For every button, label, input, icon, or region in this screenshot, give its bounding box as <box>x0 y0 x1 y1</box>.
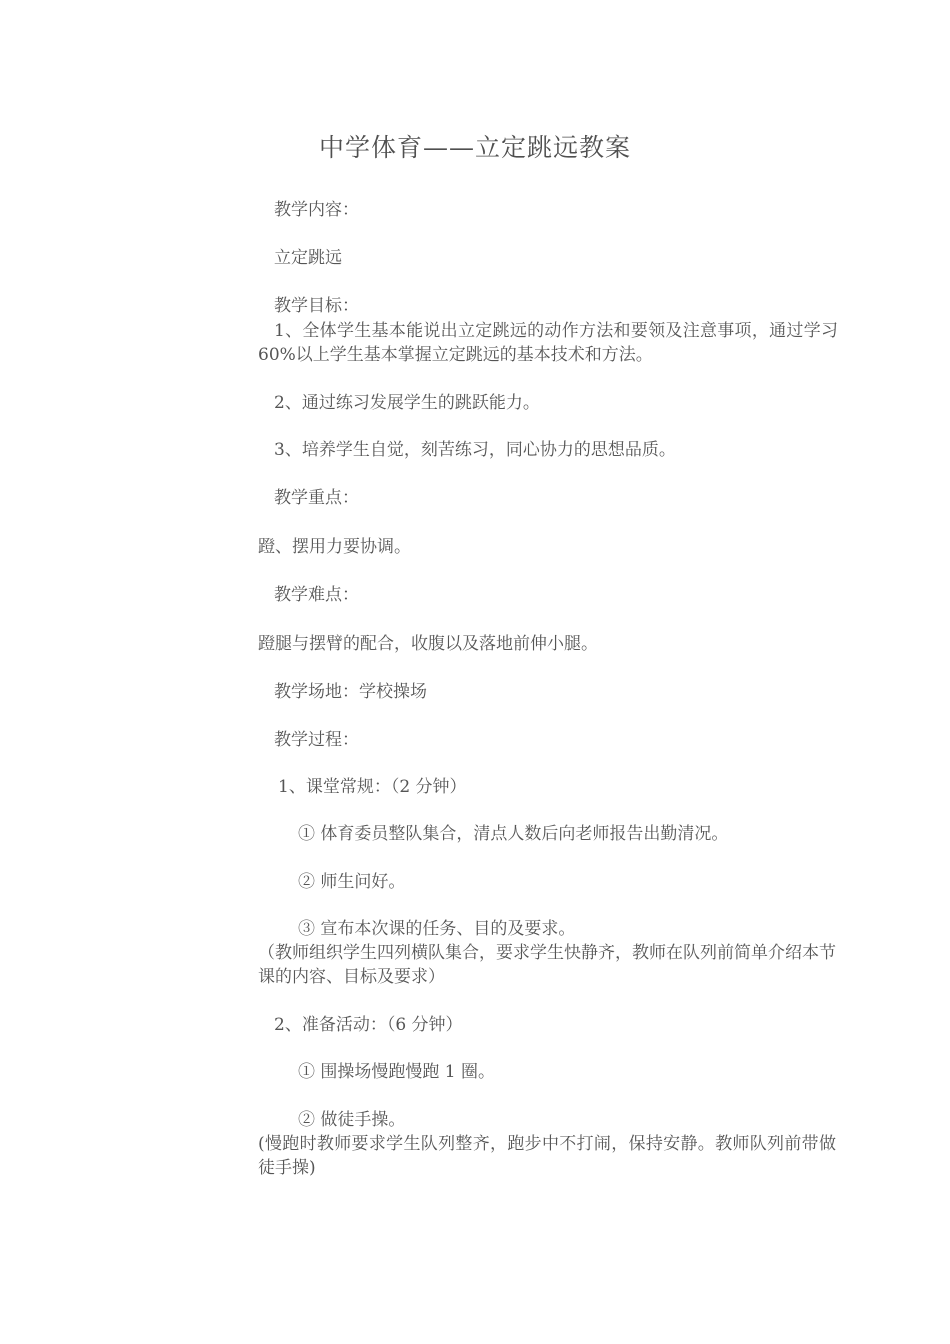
content-value: 立定跳远 <box>274 248 342 268</box>
step1-item-1: ① 体育委员整队集合，清点人数后向老师报告出勤清况。 <box>298 824 729 844</box>
step1-note: （教师组织学生四列横队集合，要求学生快静齐，教师在队列前简单介绍本节课的内容、目标及要求） <box>258 943 836 987</box>
key-point-label: 教学重点： <box>274 488 359 508</box>
process-label: 教学过程： <box>274 730 359 750</box>
goal-item-1: 1、全体学生基本能说出立定跳远的动作方法和要领及注意事项，通过学习 60%以上学生基本掌握立定跳远的基本技术和方法。 <box>258 321 838 365</box>
goal-item-3: 3、培养学生自觉，刻苦练习，同心协力的思想品质。 <box>274 440 676 460</box>
venue-line: 教学场地：学校操场 <box>274 682 427 702</box>
goals-label: 教学目标： <box>274 296 359 316</box>
document-title: 中学体育——立定跳远教案 <box>318 133 631 162</box>
step2-item-1: ① 围操场慢跑慢跑 1 圈。 <box>298 1062 496 1082</box>
goal-item-2: 2、通过练习发展学生的跳跃能力。 <box>274 393 540 413</box>
step1-item-3: ③ 宣布本次课的任务、目的及要求。 <box>298 919 576 939</box>
step2-item-2: ② 做徒手操。 <box>298 1110 406 1130</box>
content-label: 教学内容： <box>274 200 359 220</box>
key-point-value: 蹬、摆用力要协调。 <box>258 537 411 557</box>
step2-note: (慢跑时教师要求学生队列整齐，跑步中不打闹，保持安静。教师队列前带做徒手操) <box>258 1134 836 1178</box>
difficulty-label: 教学难点： <box>274 585 359 605</box>
step2-title: 2、准备活动：（6 分钟） <box>274 1015 463 1035</box>
step1-item-2: ② 师生问好。 <box>298 872 406 892</box>
step1-title: 1、课堂常规：（2 分钟） <box>278 777 467 797</box>
difficulty-value: 蹬腿与摆臂的配合，收腹以及落地前伸小腿。 <box>258 634 598 654</box>
